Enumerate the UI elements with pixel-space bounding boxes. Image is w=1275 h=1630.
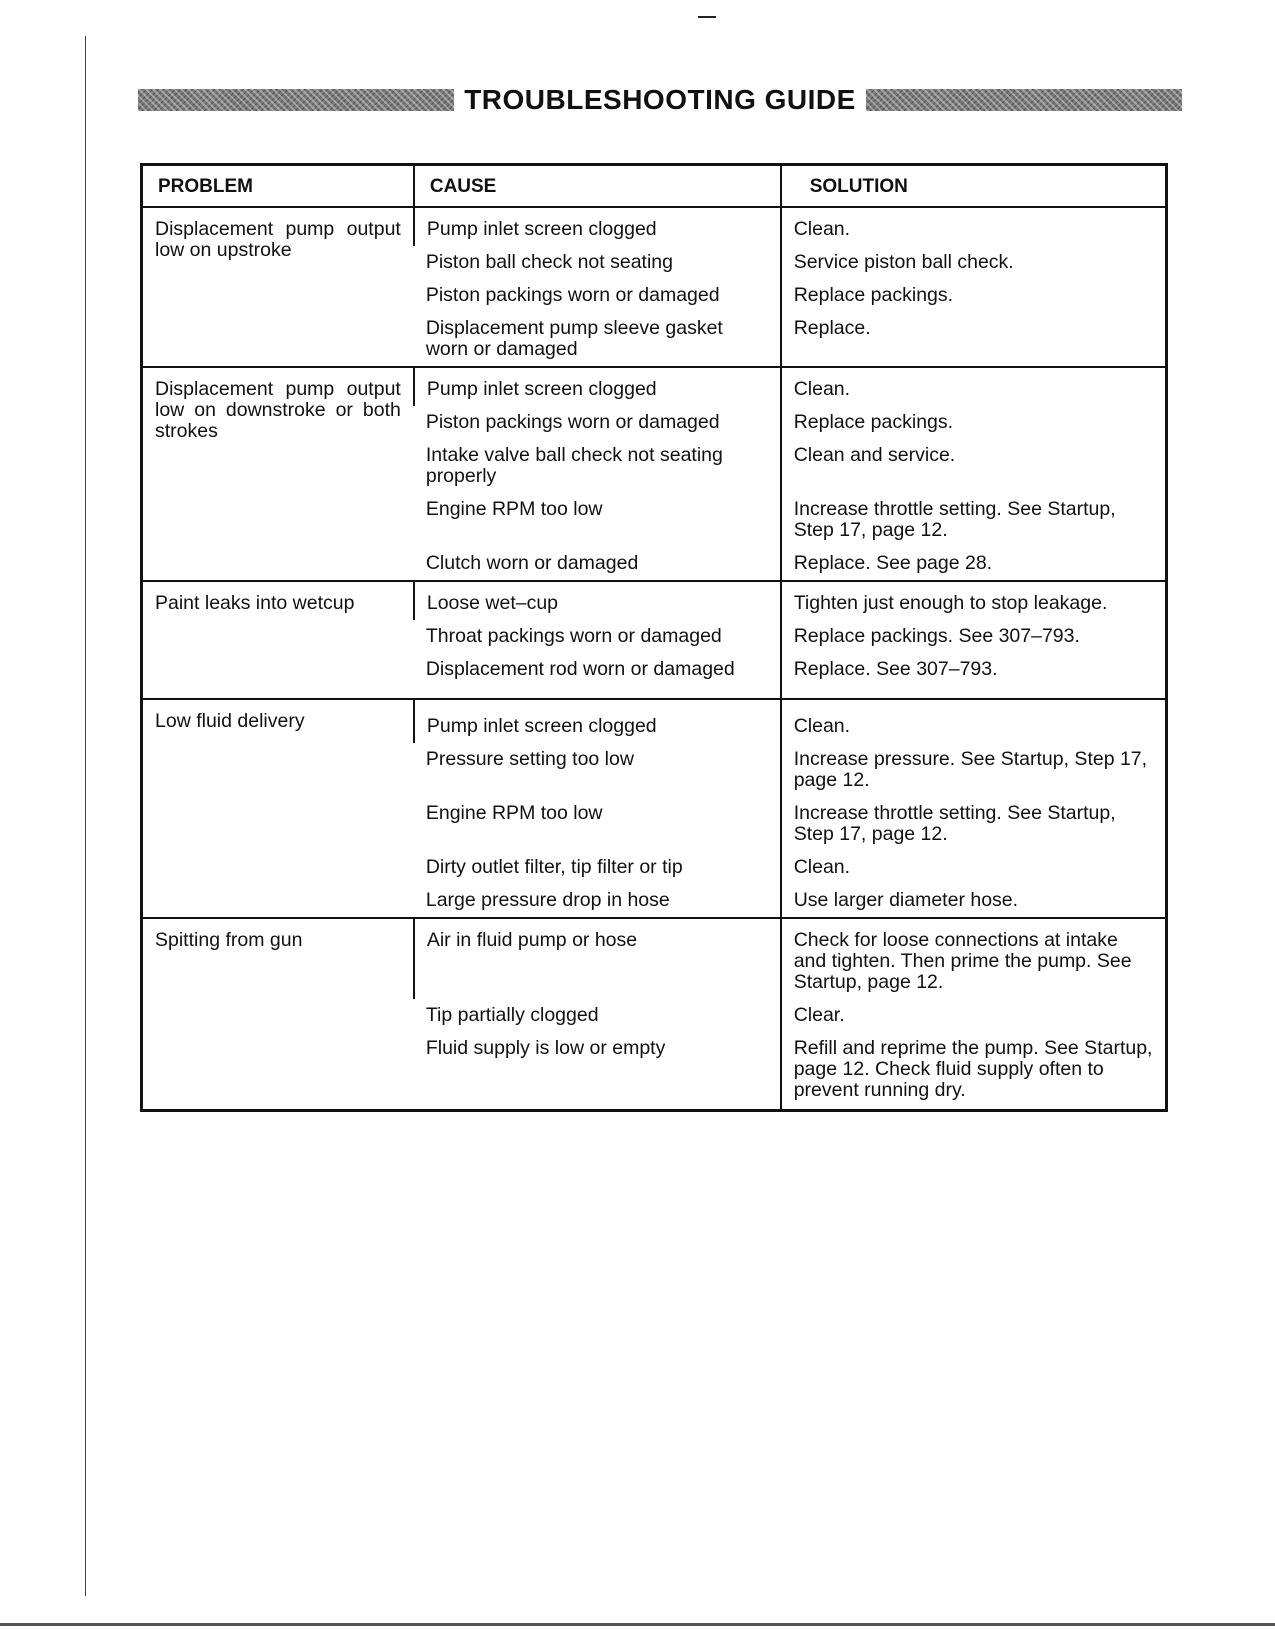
cause-cell: Pump inlet screen clogged	[414, 207, 781, 246]
solution-cell: Increase throttle setting. See Startup, Step 17, page 12.	[781, 493, 1167, 547]
solution-cell: Check for loose connections at intake and tighten. Then prime the pump. See Startup, page 12.	[781, 918, 1167, 999]
title-pattern-right	[866, 89, 1182, 111]
cause-cell: Engine RPM too low	[425, 802, 603, 824]
cause-cell: Loose wet–cup	[414, 581, 781, 620]
solution-cell: Replace. See 307–793.	[781, 653, 1167, 699]
table-row	[142, 367, 1167, 406]
solution-cell: Replace.	[781, 312, 1167, 367]
solution-cell: Replace packings.	[781, 406, 1167, 439]
cause-cell: Displacement pump sleeve gasket worn or damaged	[425, 317, 723, 360]
page-mark	[698, 16, 716, 18]
solution-cell: Clean.	[781, 851, 1167, 884]
title-pattern-left	[138, 89, 454, 111]
solution-cell: Replace. See page 28.	[781, 547, 1167, 581]
binding-margin-line	[85, 36, 86, 1596]
page-bottom-edge	[0, 1623, 1275, 1626]
cause-cell: Dirty outlet filter, tip filter or tip	[425, 856, 683, 878]
cause-cell: Piston packings worn or damaged	[425, 284, 720, 306]
solution-cell: Clean and service.	[781, 439, 1167, 493]
solution-cell: Tighten just enough to stop leakage.	[781, 581, 1167, 620]
cause-cell: Pressure setting too low	[425, 748, 634, 770]
solution-cell: Increase throttle setting. See Startup, Step 17, page 12.	[781, 797, 1167, 851]
cause-cell: Intake valve ball check not seating properly	[425, 444, 723, 487]
solution-cell: Use larger diameter hose.	[781, 884, 1167, 918]
solution-cell: Clean.	[781, 367, 1167, 406]
solution-cell: Refill and reprime the pump. See Startup, page 12. Check fluid supply often to prevent running dry.	[781, 1032, 1167, 1111]
problem-cell: Paint leaks into wetcup	[142, 581, 414, 699]
solution-cell: Replace packings. See 307–793.	[781, 620, 1167, 653]
cause-cell: Pump inlet screen clogged	[414, 699, 781, 743]
cause-cell: Large pressure drop in hose	[425, 889, 670, 911]
table-row	[142, 207, 1167, 246]
troubleshooting-table	[140, 163, 1168, 1112]
problem-cell: Displacement pump output low on downstroke or both strokes	[142, 367, 414, 581]
solution-cell: Clean.	[781, 699, 1167, 743]
cause-cell: Pump inlet screen clogged	[414, 367, 781, 406]
solution-cell: Clear.	[781, 999, 1167, 1032]
solution-cell: Clean.	[781, 207, 1167, 246]
table-row	[142, 918, 1167, 999]
title-banner	[138, 84, 1182, 116]
cause-cell: Piston packings worn or damaged	[425, 411, 720, 433]
problem-cell: Low fluid delivery	[142, 699, 414, 918]
header-problem: PROBLEM	[142, 165, 414, 208]
cause-cell: Fluid supply is low or empty	[425, 1037, 666, 1059]
header-solution: SOLUTION	[781, 165, 1167, 208]
cause-cell: Piston ball check not seating	[425, 251, 673, 273]
cause-cell: Tip partially clogged	[425, 1004, 599, 1026]
solution-cell: Service piston ball check.	[781, 246, 1167, 279]
cause-cell: Throat packings worn or damaged	[425, 625, 722, 647]
cause-cell: Engine RPM too low	[425, 498, 603, 520]
header-row	[142, 165, 1167, 208]
header-cause: CAUSE	[414, 165, 781, 208]
cause-cell: Displacement rod worn or damaged	[425, 658, 735, 680]
problem-cell: Displacement pump output low on upstroke	[155, 218, 401, 261]
cause-cell: Air in fluid pump or hose	[414, 918, 781, 999]
solution-cell: Replace packings.	[781, 279, 1167, 312]
page-title: TROUBLESHOOTING GUIDE	[464, 84, 856, 115]
cause-cell: Clutch worn or damaged	[425, 552, 639, 574]
solution-cell: Increase pressure. See Startup, Step 17, page 12.	[781, 743, 1167, 797]
problem-cell: Spitting from gun	[142, 918, 414, 1111]
table-row	[142, 699, 1167, 743]
table-row	[142, 581, 1167, 620]
